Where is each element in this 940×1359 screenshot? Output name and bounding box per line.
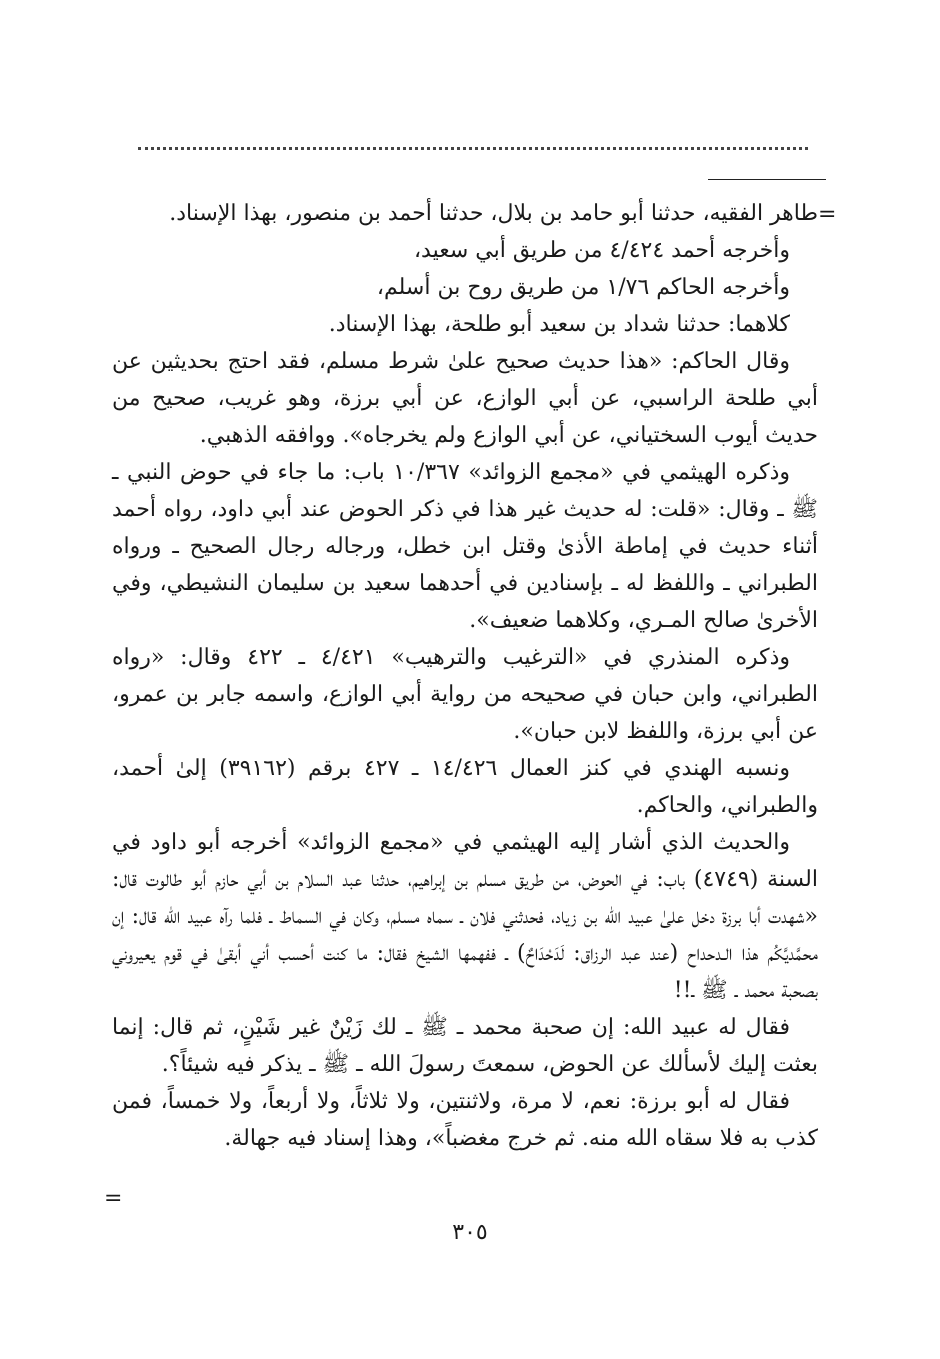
paragraph-3: وأخرجه الحاكم ١/٧٦ من طريق روح بن أسلم، (376, 275, 790, 300)
paragraph-1: طاهر الفقيه، حدثنا أبو حامد بن بلال، حدثنا أحمد بن منصور، بهذا الإسناد. (169, 201, 818, 226)
page-number: ٣٠٥ (452, 1220, 488, 1245)
continuation-mark-top: = (818, 202, 837, 227)
footnote-text (112, 195, 818, 1157)
paragraph-9: والحديث الذي أشار إليه الهيثمي في «مجمع الزوائد» أخرجه أبو داود في السنة (٤٧٤٩) باب: في الحوض، من طريق مسلم بن إبراهيم، حدثنا عبد السلام بن أبي حازم أبو طالوت قال: «شهدت أبا برزة دخل علىٰ عبيد الله بن زياد، فحدثني فلان ـ سماه مسلم، وكان في السماط ـ فلما رآه عبيد الله قال: إن محمَّديَّكُم هذا الـدحداح (عند عبد الرزاق: لَدَحْدَاحٌ) ـ ففهمها الشيخ فقال: ما كنت أحسب أني أبقىٰ في قوم يعيروني بصحبة محمد ـ ﷺ ـ!! (112, 830, 818, 1003)
continuation-mark-bottom: = (104, 1186, 123, 1211)
paragraph-6: وذكره الهيثمي في «مجمع الزوائد» ١٠/٣٦٧ باب: ما جاء في حوض النبي ـ ﷺ ـ وقال: «قلت: له حديث غير هذا في ذكر الحوض عند أبي داود، رواه أحمد أثناء حديث في إماطة الأذىٰ وقتل ابن خطل، ورجاله رجال الصحيح ـ ورواه الطبراني ـ واللفظ له ـ بإسنادين في أحدهما سعيد بن سليمان النشيطي، وفي الأخرىٰ صالح المـري، وكلاهما ضعيف». (112, 460, 818, 633)
paragraph-5: وقال الحاكم: «هذا حديث صحيح علىٰ شرط مسلم، فقد احتج بحديثين عن أبي طلحة الراسبي، عن أبي الوازع، عن أبي برزة، وهو غريب، صحيح من حديث أيوب السختياني، عن أبي الوازع ولم يخرجاه». ووافقه الذهبي. (112, 349, 818, 448)
paragraph-2: وأخرجه أحمد ٤/٤٢٤ من طريق أبي سعيد، (413, 238, 790, 263)
paragraph-4: كلاهما: حدثنا شداد بن سعيد أبو طلحة، بهذا الإسناد. (328, 312, 790, 337)
paragraph-8: ونسبه الهندي في كنز العمال ١٤/٤٢٦ ـ ٤٢٧ برقم (٣٩١٦٢) إلىٰ أحمد، والطبراني، والحاكم. (112, 756, 818, 818)
paragraph-11: فقال له أبو برزة: نعم، لا مرة، ولاثنتين، ولا ثلاثاً، ولا أربعاً، ولا خمساً، فمن كذب به فلا سقاه الله منه. ثم خرج مغضباً»، وهذا إسناد فيه جهالة. (112, 1089, 818, 1151)
paragraph-7: وذكره المنذري في «الترغيب والترهيب» ٤/٤٢١ ـ ٤٢٢ وقال: «رواه الطبراني، وابن حبان في صحيحه من رواية أبي الوازع، واسمه جابر بن عمرو، عن أبي برزة، واللفظ لابن حبان». (112, 645, 818, 744)
paragraph-10: فقال له عبيد الله: إن صحبة محمد ـ ﷺ ـ لك زَيْنٌ غير شَيْنٍ، ثم قال: إنما بعثت إليك لأسألك عن الحوض، سمعتَ رسولَ الله ـ ﷺ ـ يذكر فيه شيئاً؟. (112, 1015, 818, 1077)
dotted-separator (138, 147, 808, 150)
footnote-rule (708, 179, 826, 180)
